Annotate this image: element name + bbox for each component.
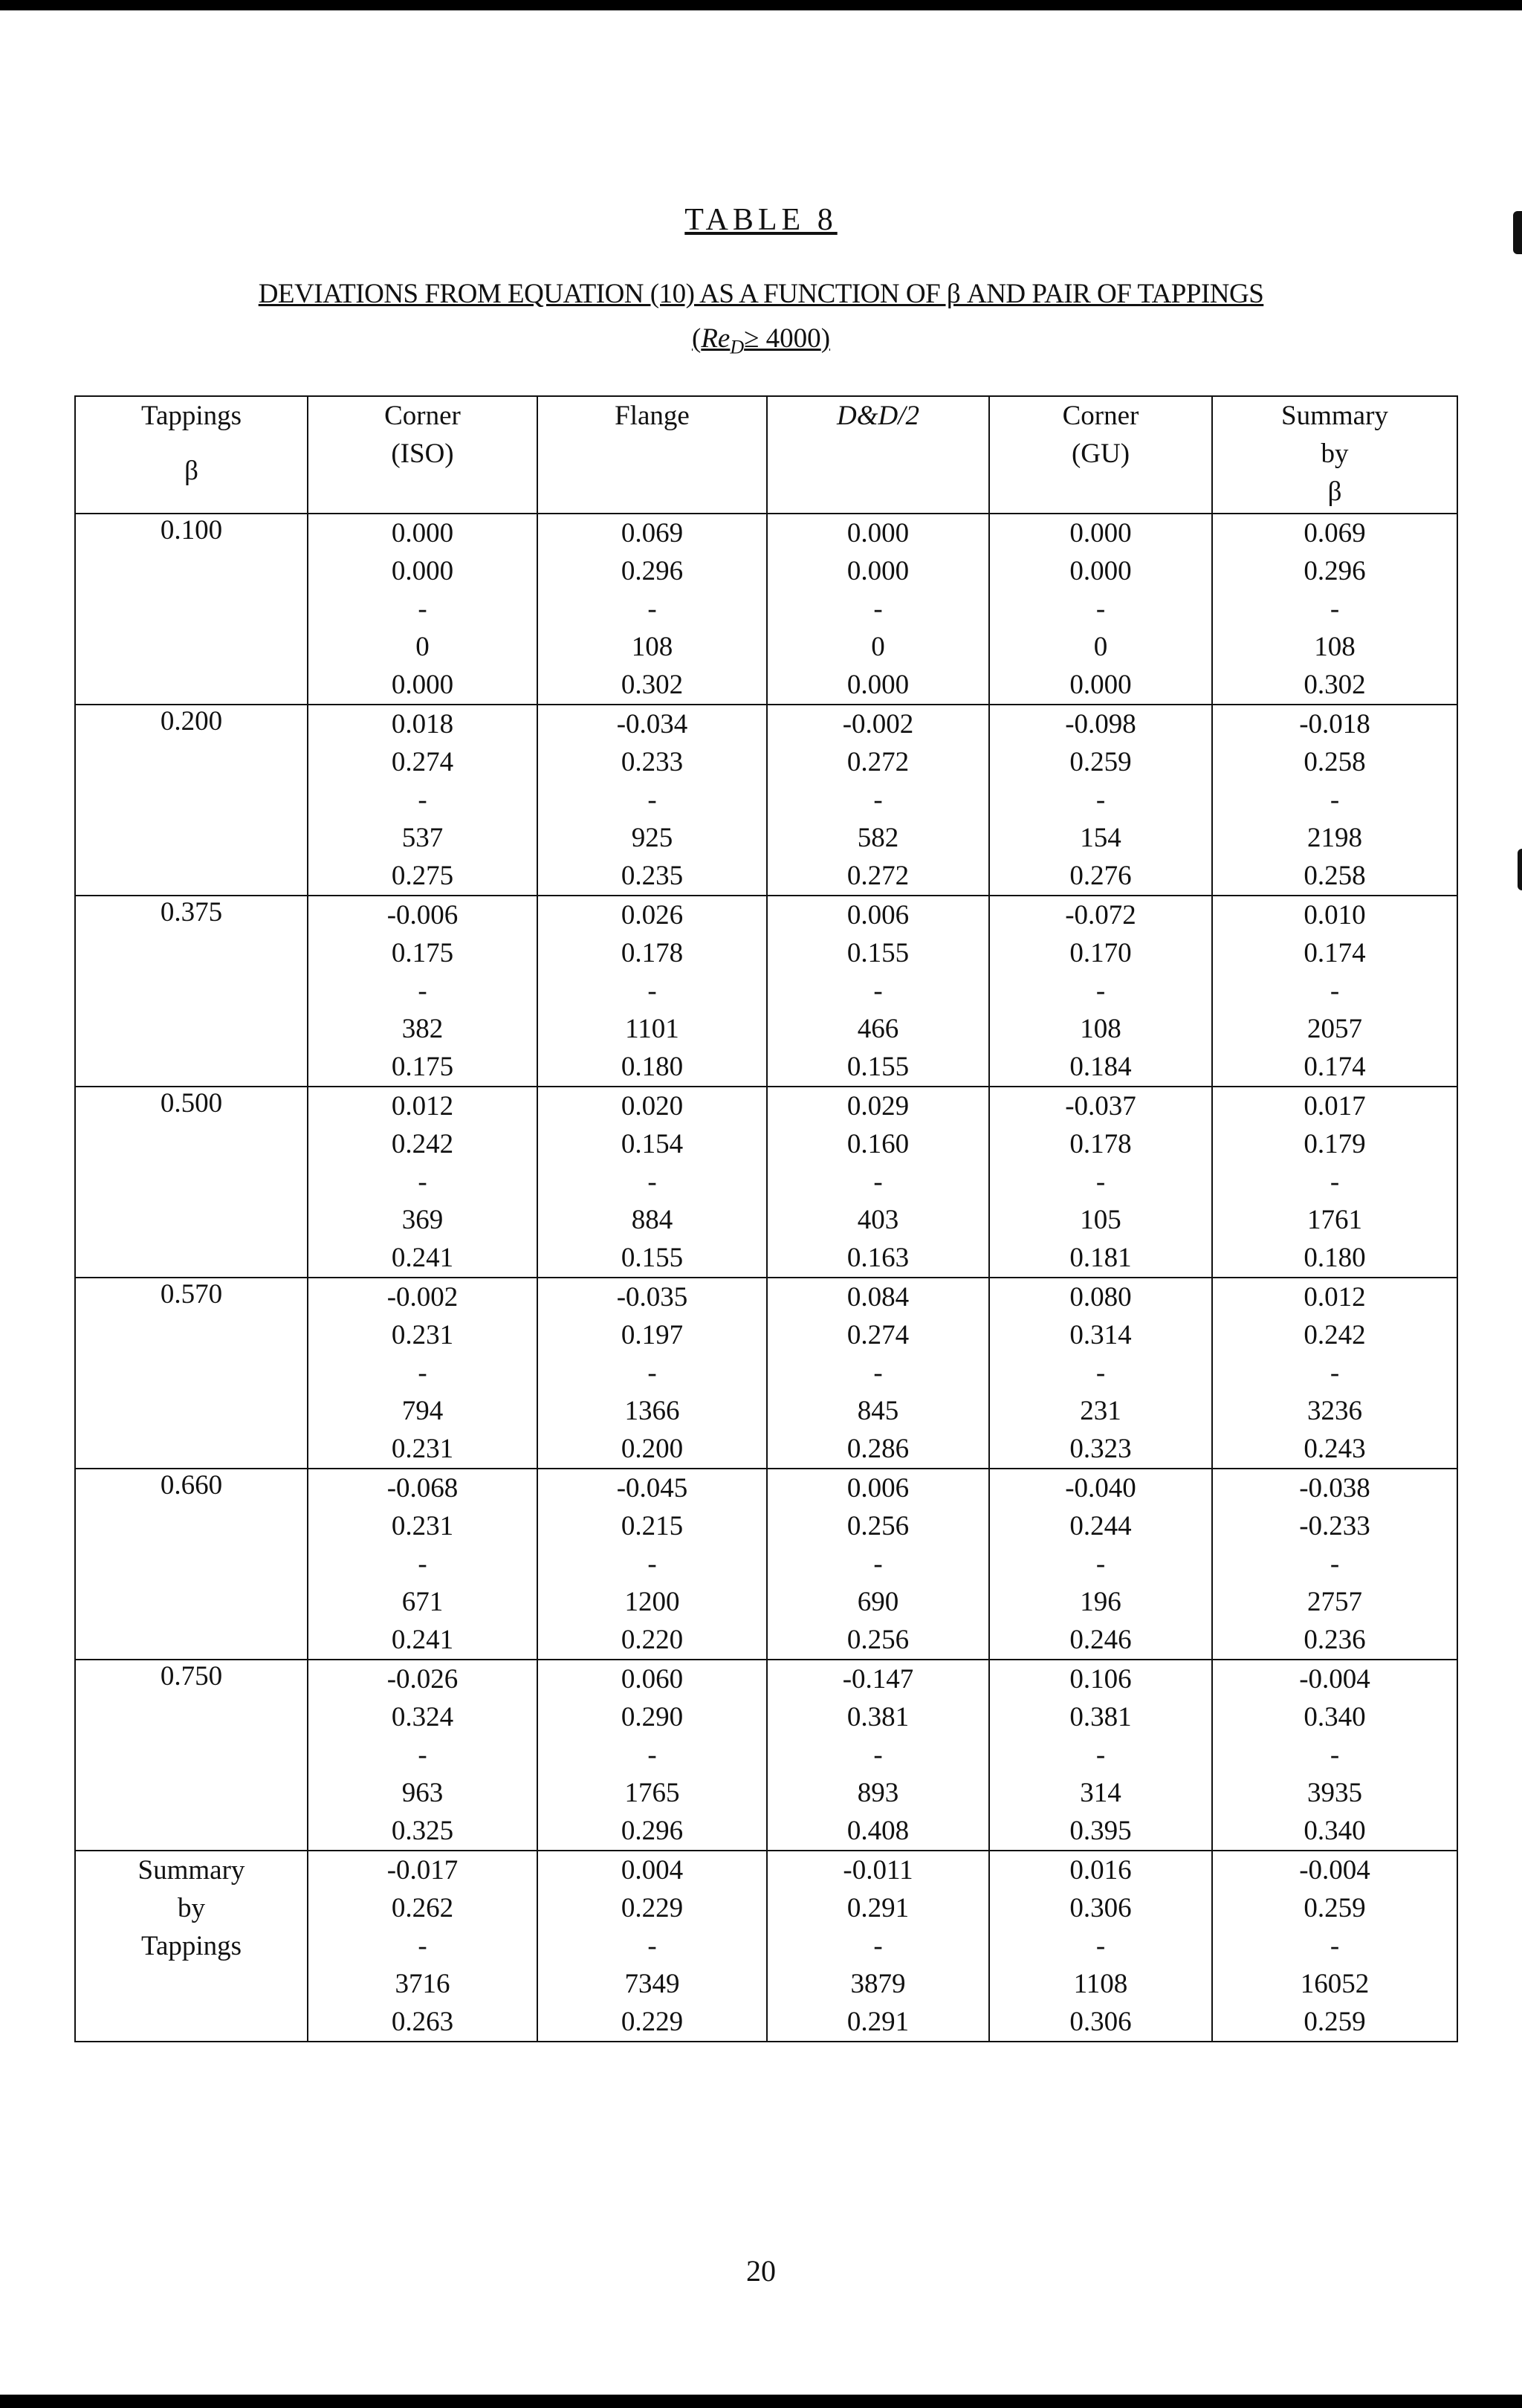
cell-value: 0.012 [1304, 1282, 1366, 1313]
cell-value: 0.029 [846, 1091, 910, 1122]
cell-value: -0.068 [386, 1473, 459, 1504]
cell-value: -0.002 [386, 1282, 459, 1313]
cell-value: - [873, 1931, 883, 1961]
cell-value: 0.241 [391, 1243, 454, 1273]
table-row [75, 1278, 1457, 1469]
cell-value: - [1330, 1740, 1340, 1770]
cell-value: - [873, 1740, 883, 1770]
cell-value: 794 [401, 1396, 444, 1426]
table-cell [537, 1278, 767, 1469]
table-cell [1212, 1278, 1457, 1469]
cell-value: - [873, 594, 883, 624]
table-cell [1212, 1660, 1457, 1851]
header-line: (GU) [1071, 438, 1130, 469]
cell-value: 0.306 [1069, 2007, 1132, 2037]
cell-value: 0.296 [621, 1816, 684, 1846]
cell-value: - [1095, 1167, 1106, 1197]
cell-value: 0.084 [846, 1282, 910, 1313]
cell-value: - [1330, 785, 1340, 815]
cell-value: 0.242 [391, 1129, 454, 1159]
cell-value: 0.004 [621, 1855, 684, 1886]
cell-value: 1366 [624, 1396, 680, 1426]
cell-value: 0.302 [1304, 670, 1366, 700]
cell-value: 0.340 [1304, 1702, 1366, 1732]
cell-value: 0.178 [1069, 1129, 1132, 1159]
cell-value: 0.163 [846, 1243, 910, 1273]
summary-by-tappings-label [75, 1851, 308, 2042]
header-tappings-beta [75, 396, 308, 514]
cell-value: - [647, 785, 657, 815]
cell-value: 108 [631, 632, 673, 662]
cell-value: - [1330, 594, 1340, 624]
cell-value: - [647, 1358, 657, 1388]
cell-value: 1108 [1073, 1969, 1128, 1999]
cell-value: 0.395 [1069, 1816, 1132, 1846]
cell-value: - [1330, 1549, 1340, 1579]
table-cell [989, 1469, 1212, 1660]
cell-value: 0.263 [391, 2007, 454, 2037]
cell-value: - [418, 594, 427, 624]
table-cell [308, 705, 537, 896]
cell-value: 0.229 [621, 2007, 684, 2037]
cell-value: 537 [401, 823, 444, 853]
cell-value: -0.011 [843, 1855, 913, 1886]
table-row [75, 1469, 1457, 1660]
cell-value: 0.215 [621, 1511, 684, 1541]
cell-value: 0.000 [391, 518, 454, 548]
cell-value: 0.060 [621, 1664, 684, 1695]
cell-value: 0.274 [846, 1320, 910, 1350]
cell-value: 0.000 [846, 556, 910, 586]
cell-value: 0.155 [621, 1243, 684, 1273]
cell-value: 0.000 [1069, 518, 1132, 548]
cell-value: 108 [1080, 1014, 1121, 1044]
cell-value: 0.302 [621, 670, 684, 700]
cell-value: -0.034 [616, 709, 688, 739]
table-cell [989, 896, 1212, 1087]
header-line: Summary [1281, 401, 1388, 431]
row-beta-label: 0.200 [75, 705, 308, 896]
page-number: 20 [746, 2254, 776, 2288]
cell-value: - [647, 1931, 657, 1961]
cell-value: -0.035 [616, 1282, 688, 1313]
cell-value: -0.072 [1065, 900, 1136, 930]
cell-value: 845 [857, 1396, 899, 1426]
cell-value: 893 [857, 1778, 899, 1808]
cell-value: 0.181 [1069, 1243, 1132, 1273]
table-cell [537, 514, 767, 705]
top-scan-border [0, 0, 1522, 10]
cell-value: -0.006 [386, 900, 459, 930]
table-cell [767, 1278, 989, 1469]
header-line: D&D/2 [837, 401, 919, 431]
table-cell [767, 1087, 989, 1278]
cell-value: 0.174 [1304, 938, 1366, 968]
cell-value: 0.000 [1069, 670, 1132, 700]
cell-value: 0.272 [846, 861, 910, 891]
cell-value: -0.045 [616, 1473, 688, 1504]
summary-row [75, 1851, 1457, 2042]
cell-value: -0.147 [842, 1664, 914, 1695]
cell-value: 0.246 [1069, 1625, 1132, 1655]
cell-value: 0.184 [1069, 1052, 1132, 1082]
cell-value: -0.040 [1065, 1473, 1136, 1504]
cell-value: - [647, 594, 657, 624]
cell-value: 3716 [395, 1969, 450, 1999]
cell-value: 0.012 [391, 1091, 454, 1122]
table-cell [537, 1087, 767, 1278]
cell-value: -0.002 [842, 709, 914, 739]
cell-value: - [1330, 1358, 1340, 1388]
cell-value: 0.155 [846, 1052, 910, 1082]
cell-value: 0.272 [846, 747, 910, 777]
re-condition: ≥ 4000 [744, 323, 821, 354]
table-cell [537, 1660, 767, 1851]
table-row [75, 1087, 1457, 1278]
cell-value: 0 [1093, 632, 1108, 662]
table-cell [308, 514, 537, 705]
re-subscript: D [730, 336, 745, 358]
cell-value: - [873, 1358, 883, 1388]
cell-value: 0 [871, 632, 885, 662]
header-line: (ISO) [391, 438, 454, 469]
cell-value: - [647, 1549, 657, 1579]
cell-value: 0.243 [1304, 1434, 1366, 1464]
row-beta-label: 0.100 [75, 514, 308, 705]
header-line: Corner [384, 401, 461, 431]
table-cell [767, 1660, 989, 1851]
cell-value: 231 [1080, 1396, 1121, 1426]
row-beta-label: 0.750 [75, 1660, 308, 1851]
cell-value: 0.020 [621, 1091, 684, 1122]
cell-value: - [873, 976, 883, 1006]
cell-value: 16052 [1300, 1969, 1370, 1999]
header-tappings-label: Tappings [140, 401, 242, 431]
cell-value: 690 [857, 1587, 899, 1617]
cell-value: - [873, 785, 883, 815]
table-row [75, 1660, 1457, 1851]
cell-value: - [1330, 976, 1340, 1006]
row-beta-label: 0.660 [75, 1469, 308, 1660]
cell-value: 382 [401, 1014, 444, 1044]
cell-value: 0.080 [1069, 1282, 1132, 1313]
cell-value: 0.010 [1304, 900, 1366, 930]
cell-value: 0.154 [621, 1129, 684, 1159]
cell-value: 0.340 [1304, 1816, 1366, 1846]
header-row [75, 396, 1457, 514]
table-cell [1212, 514, 1457, 705]
table-cell [989, 705, 1212, 896]
cell-value: 0.069 [1304, 518, 1366, 548]
cell-value: 0.314 [1069, 1320, 1132, 1350]
cell-value: - [1095, 976, 1106, 1006]
cell-value: 0.291 [846, 2007, 910, 2037]
header-corner-iso [308, 396, 537, 514]
cell-value: 0 [415, 632, 430, 662]
cell-value: - [1095, 594, 1106, 624]
cell-value: 0.306 [1069, 1893, 1132, 1923]
cell-value: 0.290 [621, 1702, 684, 1732]
cell-value: - [647, 1740, 657, 1770]
cell-value: 0.381 [846, 1702, 910, 1732]
cell-value: 0.325 [391, 1816, 454, 1846]
table-cell [1212, 705, 1457, 896]
bottom-scan-border [0, 2395, 1522, 2408]
table-cell [308, 1278, 537, 1469]
cell-value: 0.276 [1069, 861, 1132, 891]
header-beta-label: β [184, 456, 198, 486]
cell-value: 0.155 [846, 938, 910, 968]
row-beta-label: 0.570 [75, 1278, 308, 1469]
table-row [75, 705, 1457, 896]
cell-value: 314 [1080, 1778, 1121, 1808]
cell-value: 0.256 [846, 1625, 910, 1655]
table-condition: $(Re_D\ge 4000)$ [691, 323, 831, 358]
cell-value: 0.286 [846, 1434, 910, 1464]
cell-value: 0.197 [621, 1320, 684, 1350]
table-cell [989, 514, 1212, 705]
cell-value: 108 [1314, 632, 1356, 662]
cell-value: -0.004 [1299, 1855, 1370, 1886]
cell-value: 0.000 [1069, 556, 1132, 586]
table-row [75, 514, 1457, 705]
cell-value: - [873, 1167, 883, 1197]
table-subtitle: DEVIATIONS FROM EQUATION (10) AS A FUNCTION OF β AND PAIR OF TAPPINGS [258, 279, 1264, 309]
table-cell [537, 1469, 767, 1660]
cell-value: -0.017 [386, 1855, 459, 1886]
cell-value: 1101 [625, 1014, 679, 1044]
cell-value: -0.037 [1065, 1091, 1136, 1122]
cell-value: 0.018 [391, 709, 454, 739]
cell-value: 0.233 [621, 747, 684, 777]
cell-value: 0.244 [1069, 1511, 1132, 1541]
summary-label-line: Tappings [140, 1931, 242, 1961]
cell-value: 0.324 [391, 1702, 454, 1732]
cell-value: -0.018 [1299, 709, 1370, 739]
cell-value: 0.236 [1304, 1625, 1366, 1655]
cell-value: 369 [401, 1205, 444, 1235]
cell-value: 0.000 [391, 556, 454, 586]
cell-value: 0.323 [1069, 1434, 1132, 1464]
cell-value: - [418, 1358, 427, 1388]
cell-value: 0.179 [1304, 1129, 1366, 1159]
table-cell [308, 1469, 537, 1660]
table-title: TABLE 8 [684, 203, 838, 237]
cell-value: - [418, 1931, 427, 1961]
cell-value: 0.275 [391, 861, 454, 891]
table-cell [767, 896, 989, 1087]
cell-value: - [1330, 1167, 1340, 1197]
table-cell [308, 896, 537, 1087]
cell-value: - [1095, 785, 1106, 815]
header-line: Flange [615, 401, 690, 431]
table-cell [989, 1660, 1212, 1851]
cell-value: 0.170 [1069, 938, 1132, 968]
cell-value: 154 [1080, 823, 1121, 853]
cell-value: 0.256 [846, 1511, 910, 1541]
cell-value: 0.000 [391, 670, 454, 700]
table-cell [537, 896, 767, 1087]
cell-value: 963 [401, 1778, 444, 1808]
cell-value: 0.220 [621, 1625, 684, 1655]
cell-value: 0.296 [621, 556, 684, 586]
cell-value: 0.000 [846, 670, 910, 700]
header-summary-by-beta [1212, 396, 1457, 514]
table-cell [308, 1087, 537, 1278]
cell-value: 582 [857, 823, 899, 853]
summary-cell [767, 1851, 989, 2042]
cell-value: 403 [857, 1205, 899, 1235]
cell-value: 0.174 [1304, 1052, 1366, 1082]
cell-value: -0.038 [1299, 1473, 1370, 1504]
cell-value: 0.296 [1304, 556, 1366, 586]
cell-value: 105 [1080, 1205, 1121, 1235]
cell-value: 3879 [850, 1969, 906, 1999]
cell-value: 0.259 [1304, 2007, 1366, 2037]
cell-value: 0.000 [846, 518, 910, 548]
summary-cell [537, 1851, 767, 2042]
cell-value: 671 [401, 1587, 444, 1617]
summary-cell [1212, 1851, 1457, 2042]
cell-value: 925 [631, 823, 673, 853]
table-cell [308, 1660, 537, 1851]
cell-value: 0.180 [1304, 1243, 1366, 1273]
row-beta-label: 0.500 [75, 1087, 308, 1278]
cell-value: 0.381 [1069, 1702, 1132, 1732]
cell-value: 7349 [624, 1969, 680, 1999]
cell-value: 0.259 [1304, 1893, 1366, 1923]
cell-value: 466 [857, 1014, 899, 1044]
cell-value: - [418, 1167, 427, 1197]
cell-value: 884 [631, 1205, 673, 1235]
header-corner-gu [989, 396, 1212, 514]
cell-value: 0.006 [846, 900, 910, 930]
header-dd2 [767, 396, 989, 514]
table-cell [989, 1087, 1212, 1278]
cell-value: 3236 [1307, 1396, 1362, 1426]
cell-value: - [1330, 1931, 1340, 1961]
cell-value: - [873, 1549, 883, 1579]
cell-value: - [647, 976, 657, 1006]
cell-value: 0.262 [391, 1893, 454, 1923]
cell-value: - [418, 1549, 427, 1579]
cell-value: 2198 [1307, 823, 1362, 853]
cell-value: -0.026 [386, 1664, 459, 1695]
cell-value: 2057 [1307, 1014, 1362, 1044]
cell-value: 3935 [1307, 1778, 1362, 1808]
cell-value: 0.242 [1304, 1320, 1366, 1350]
cell-value: 0.291 [846, 1893, 910, 1923]
cell-value: 0.180 [621, 1052, 684, 1082]
cell-value: - [1095, 1740, 1106, 1770]
header-line: β [1327, 476, 1342, 507]
cell-value: 2757 [1307, 1587, 1362, 1617]
cell-value: - [1095, 1931, 1106, 1961]
cell-value: - [418, 976, 427, 1006]
cell-value: - [418, 785, 427, 815]
table-cell [767, 705, 989, 896]
cell-value: 0.178 [621, 938, 684, 968]
summary-label-line: Summary [137, 1855, 245, 1886]
cell-value: - [418, 1740, 427, 1770]
cell-value: 1200 [624, 1587, 680, 1617]
re-symbol: Re [701, 323, 731, 354]
table-cell [767, 514, 989, 705]
cell-value: 0.160 [846, 1129, 910, 1159]
table-row [75, 896, 1457, 1087]
cell-value: 0.231 [391, 1511, 454, 1541]
cell-value: 0.259 [1069, 747, 1132, 777]
header-line: by [1321, 438, 1349, 469]
header-flange [537, 396, 767, 514]
summary-cell [989, 1851, 1212, 2042]
cell-value: 0.231 [391, 1320, 454, 1350]
table-cell [1212, 1469, 1457, 1660]
cell-value: 1765 [624, 1778, 680, 1808]
cell-value: 0.231 [391, 1434, 454, 1464]
cell-value: -0.233 [1299, 1511, 1370, 1541]
summary-cell [308, 1851, 537, 2042]
cell-value: 1761 [1307, 1205, 1362, 1235]
cell-value: 0.274 [391, 747, 454, 777]
edge-mark-lower [1518, 849, 1522, 890]
cell-value: 0.408 [846, 1816, 910, 1846]
cell-value: 0.016 [1069, 1855, 1132, 1886]
cell-value: 0.241 [391, 1625, 454, 1655]
cell-value: 0.235 [621, 861, 684, 891]
cell-value: - [647, 1167, 657, 1197]
row-beta-label: 0.375 [75, 896, 308, 1087]
cell-value: 0.258 [1304, 747, 1366, 777]
table-cell [1212, 896, 1457, 1087]
cell-value: 0.200 [621, 1434, 684, 1464]
cell-value: 196 [1080, 1587, 1121, 1617]
table-cell [767, 1469, 989, 1660]
cell-value: -0.004 [1299, 1664, 1370, 1695]
table-cell [989, 1278, 1212, 1469]
cell-value: 0.175 [391, 938, 454, 968]
table-cell [1212, 1087, 1457, 1278]
cell-value: 0.175 [391, 1052, 454, 1082]
cell-value: 0.229 [621, 1893, 684, 1923]
header-line: Corner [1062, 401, 1139, 431]
cell-value: - [1095, 1358, 1106, 1388]
cell-value: 0.026 [621, 900, 684, 930]
cell-value: 0.069 [621, 518, 684, 548]
table-cell [537, 705, 767, 896]
cell-value: 0.258 [1304, 861, 1366, 891]
deviations-table [74, 395, 1458, 2042]
summary-label-line: by [178, 1893, 205, 1923]
cell-value: 0.106 [1069, 1664, 1132, 1695]
cell-value: 0.017 [1304, 1091, 1366, 1122]
cell-value: - [1095, 1549, 1106, 1579]
cell-value: -0.098 [1065, 709, 1136, 739]
cell-value: 0.006 [846, 1473, 910, 1504]
